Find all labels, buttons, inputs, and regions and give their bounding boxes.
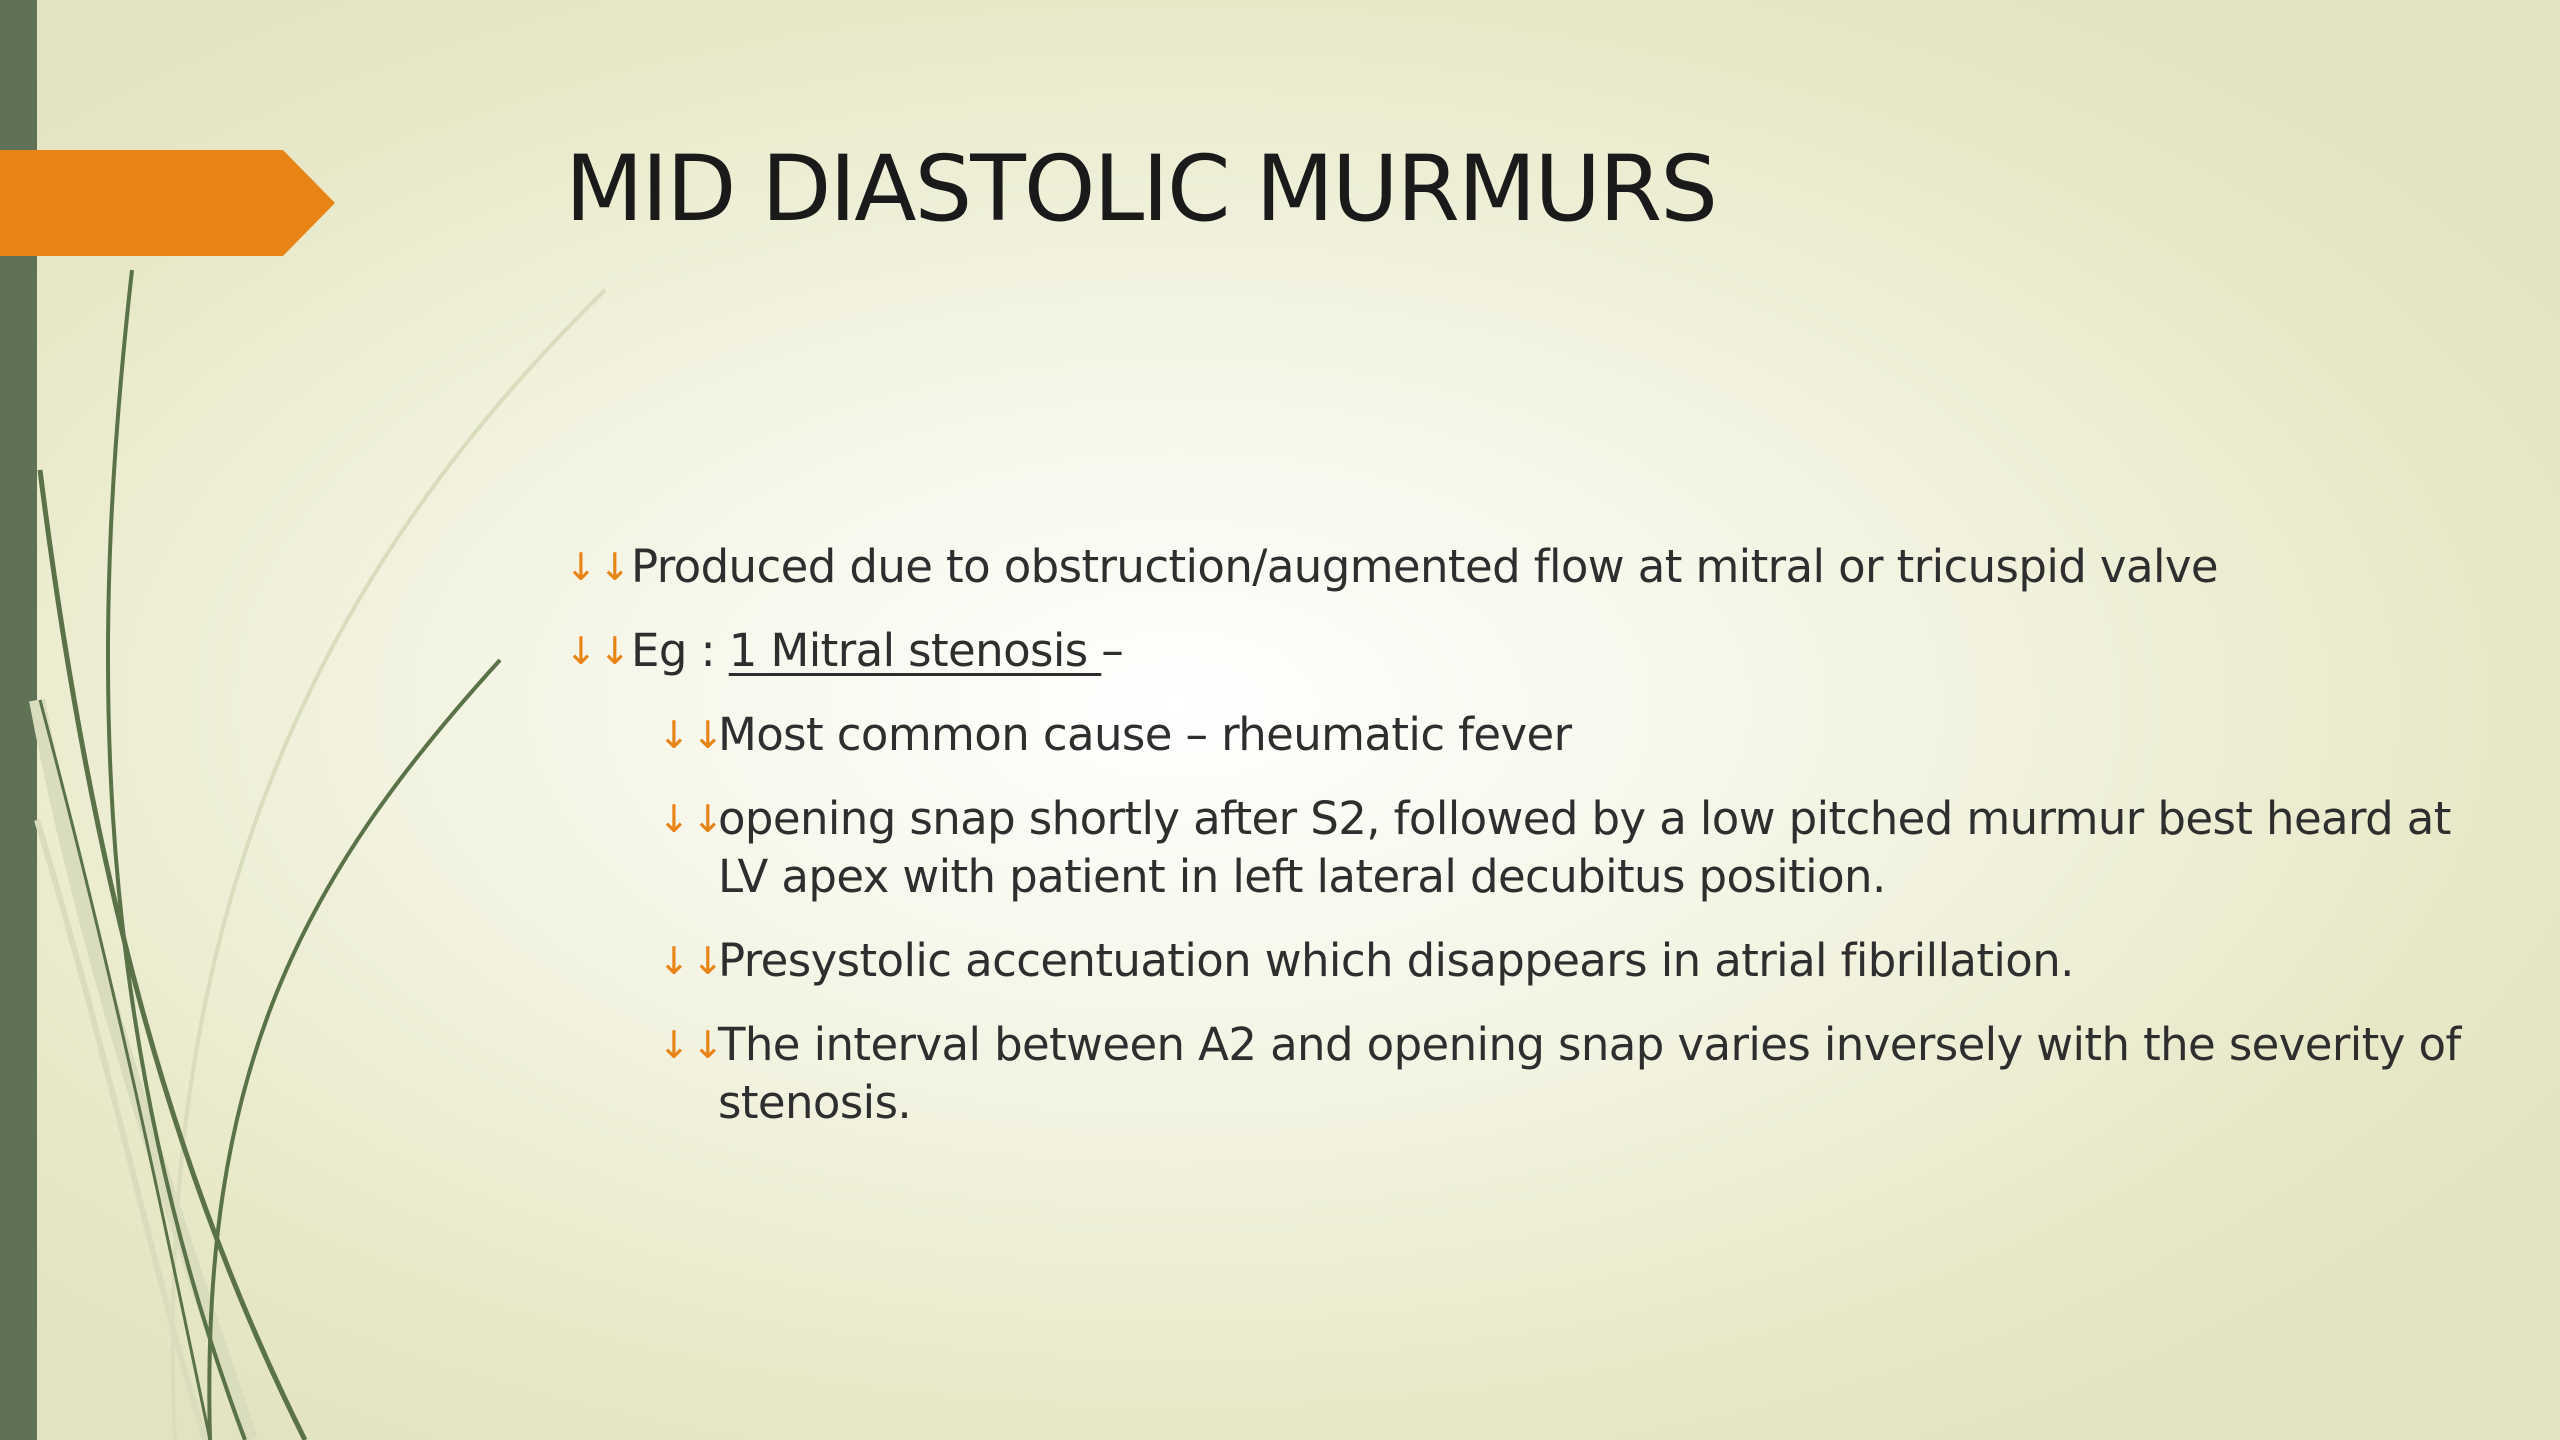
bullet-marker-icon: ↓↓: [658, 713, 726, 757]
sub-bullet-item: [658, 790, 2465, 906]
bullet-text: Produced due to obstruction/augmented flow at mitral or tricuspid valve: [631, 540, 2218, 593]
bullet-text: [631, 622, 2465, 680]
dark-stem-2: [40, 470, 305, 1440]
bullet-marker-icon: ↓↓: [658, 939, 726, 983]
bullet-item: [565, 622, 2465, 680]
bullet-prefix: Eg :: [631, 624, 729, 677]
sub-bullet-item: [658, 1016, 2465, 1132]
sub-bullet-text: Presystolic accentuation which disappears in atrial fibrillation.: [718, 934, 2074, 987]
left-sidebar-bar: [0, 0, 37, 1440]
pale-stem-1: [173, 290, 605, 1440]
sub-bullet-item: [658, 932, 2465, 990]
bullet-item: [565, 538, 2465, 596]
orange-arrow-accent: [0, 150, 335, 256]
bullet-marker-icon: ↓↓: [658, 1023, 726, 1067]
bullet-marker-icon: ↓↓: [565, 629, 633, 673]
dark-stem-1: [108, 270, 245, 1440]
slide-title: MID DIASTOLIC MURMURS: [565, 137, 1716, 242]
underlined-heading: 1 Mitral stenosis: [728, 624, 1102, 677]
sub-bullet-text: The interval between A2 and opening snap varies inversely with the severity of stenosis.: [718, 1018, 2461, 1129]
bullet-marker-icon: ↓↓: [565, 545, 633, 589]
bullet-suffix: –: [1101, 624, 1124, 677]
sub-bullet-text: opening snap shortly after S2, followed by a low pitched murmur best heard at LV apex with patient in left lateral decubitus position.: [718, 792, 2451, 903]
pale-stem-2: [37, 700, 250, 1440]
dark-stem-3: [40, 700, 210, 1440]
sub-bullet-text: Most common cause – rheumatic fever: [718, 708, 1572, 761]
pale-stem-3: [37, 820, 205, 1440]
dark-stem-4: [209, 660, 500, 1440]
bullet-list: [565, 538, 2465, 1158]
sub-bullet-item: [658, 706, 2465, 764]
bullet-marker-icon: ↓↓: [658, 797, 726, 841]
